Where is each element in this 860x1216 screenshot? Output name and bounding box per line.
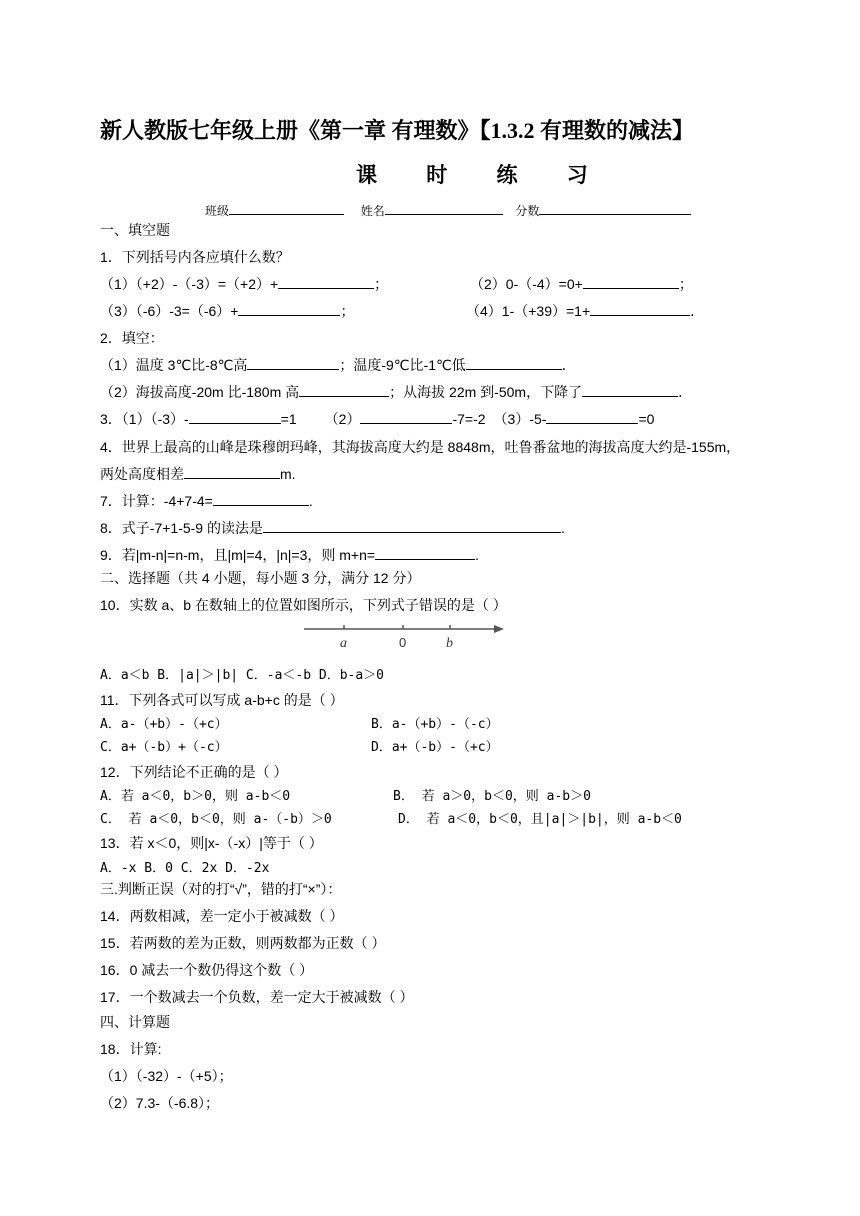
question-13-options: A．-x B．0 C．2x D．-2x <box>100 861 270 876</box>
option-b: B．a-（+b）-（-c） <box>371 717 499 732</box>
option-d: D．a+（-b）-（+c） <box>371 740 499 755</box>
section-heading: 三.判断正误（对的打“√”，错的打“×”）： <box>100 881 342 897</box>
q7-end: . <box>308 493 313 509</box>
answer-blank[interactable] <box>375 546 475 560</box>
q1-p4-text: （4）1-（+39）=1+ <box>466 303 591 319</box>
question-17: 17．一个数减去一个负数，差一定大于被减数（ ） <box>100 989 414 1005</box>
question-4-line-2 <box>100 465 296 483</box>
label-a: a <box>340 636 347 650</box>
answer-blank[interactable] <box>582 383 678 397</box>
q2-l1-text-2: ；温度-9℃比-1℃低 <box>339 357 466 373</box>
question-12-stem: 12．下列结论不正确的是（ ） <box>100 764 288 780</box>
answer-blank[interactable] <box>238 302 340 316</box>
q2-l2-text-2: ；从海拔 22m 到-50m，下降了 <box>389 384 583 400</box>
q1-p1-end: ； <box>374 276 389 292</box>
q2-l1-text: （1）温度 3℃比-8℃高 <box>100 357 248 373</box>
q3-part-2: （2） <box>324 411 361 427</box>
question-16: 16．0 减去一个数仍得这个数（ ） <box>100 962 314 978</box>
q8-text: 8．式子-7+1-5-9 的读法是 <box>100 520 263 536</box>
name-label: 姓名 <box>360 204 385 218</box>
question-8 <box>100 519 565 537</box>
question-11-stem: 11．下列各式可以写成 a-b+c 的是（ ） <box>100 692 344 708</box>
q2-l2-text: （2）海拔高度-20m 比-180m 高 <box>100 384 300 400</box>
question-1-part-4 <box>466 302 704 320</box>
q1-p1-text: （1）（+2）-（-3）=（+2）+ <box>100 276 279 292</box>
answer-blank[interactable] <box>299 383 389 397</box>
q3-part-3: （3）-5- <box>493 411 547 427</box>
q3-part-3-end: =0 <box>638 411 655 427</box>
class-field[interactable] <box>229 201 344 215</box>
option-d: D． 若 a＜0，b＜0，且|a|＞|b|，则 a-b＜0 <box>398 812 682 827</box>
number-line-figure <box>300 620 510 650</box>
q1-p2-end: ； <box>678 276 693 292</box>
section-heading: 一、填空题 <box>100 222 170 238</box>
option-c: C． 若 a＜0，b＜0，则 a-（-b）＞0 <box>100 812 332 827</box>
question-10-options: A．a＜b B．|a|＞|b| C．-a＜-b D．b-a＞0 <box>100 668 385 683</box>
q4-end: m. <box>280 466 296 482</box>
question-2-part-1 <box>100 356 576 374</box>
answer-blank[interactable] <box>189 410 281 424</box>
answer-blank[interactable] <box>583 275 679 289</box>
question-1-part-1 <box>100 275 388 293</box>
question-7 <box>100 492 313 510</box>
page-subtitle: 课 时 练 习 <box>356 163 610 187</box>
question-10-stem: 10．实数 a、b 在数轴上的位置如图所示，下列式子错误的是（ ） <box>100 597 507 613</box>
question-2-stem: 2．填空： <box>100 330 164 346</box>
answer-blank[interactable] <box>184 465 280 479</box>
page-title: 新人教版七年级上册《第一章 有理数》【1.3.2 有理数的减法】 <box>100 118 695 143</box>
score-label: 分数 <box>515 204 540 218</box>
q7-text: 7．计算：-4+7-4= <box>100 493 213 509</box>
answer-blank[interactable] <box>546 410 638 424</box>
question-18-stem: 18．计算: <box>100 1041 162 1057</box>
answer-blank[interactable] <box>360 410 452 424</box>
q1-p3-end: ； <box>340 303 355 319</box>
q3-part-1: 3．（1）（-3）- <box>100 411 189 427</box>
q3-part-2-end: -7=-2 <box>452 411 486 427</box>
q9-end: . <box>475 547 479 563</box>
label-b: b <box>446 636 453 650</box>
question-2-part-2 <box>100 383 692 401</box>
question-18-part-1: （1）（-32）-（+5）； <box>100 1068 233 1084</box>
question-13-stem: 13．若 x＜0，则|x-（-x）|等于（ ） <box>100 835 323 851</box>
answer-blank[interactable] <box>247 356 339 370</box>
option-a: A．若 a＜0，b＞0，则 a-b＜0 <box>100 789 291 804</box>
question-4-line-1: 4．世界上最高的山峰是珠穆朗玛峰，其海拔高度大约是 8848m，吐鲁番盆地的海拔高度大约是-155m， <box>100 439 741 455</box>
q2-l2-end: ． <box>678 384 693 400</box>
q8-end: . <box>560 520 565 536</box>
answer-blank[interactable] <box>213 492 309 506</box>
section-heading: 四、计算题 <box>100 1014 170 1030</box>
question-18-part-2: （2）7.3-（-6.8）； <box>100 1095 220 1111</box>
answer-blank[interactable] <box>466 356 562 370</box>
option-a: A．a-（+b）-（+c） <box>100 717 228 732</box>
label-zero: 0 <box>399 635 407 650</box>
answer-blank[interactable] <box>278 275 374 289</box>
question-3 <box>100 410 654 428</box>
answer-blank[interactable] <box>590 302 690 316</box>
class-label: 班级 <box>205 204 230 218</box>
question-1-part-2 <box>470 275 693 293</box>
name-field[interactable] <box>385 201 503 215</box>
q9-text: 9．若|m-n|=n-m，且|m|=4，|n|=3，则 m+n= <box>100 547 376 563</box>
q1-p4-end: ． <box>690 303 705 319</box>
question-1-part-3 <box>100 302 354 320</box>
question-15: 15．若两数的差为正数，则两数都为正数（ ） <box>100 935 386 951</box>
q1-p3-text: （3）（-6）-3=（-6）+ <box>100 303 239 319</box>
q4-text: 两处高度相差 <box>100 466 184 482</box>
question-9 <box>100 546 479 564</box>
q1-p2-text: （2）0-（-4）=0+ <box>470 276 583 292</box>
q3-part-1-end: =1 <box>280 411 297 427</box>
student-info-row <box>205 201 691 219</box>
question-1-stem: 1．下列括号内各应填什么数？ <box>100 249 290 265</box>
score-field[interactable] <box>539 201 691 215</box>
option-b: B． 若 a＞0，b＜0，则 a-b＞0 <box>393 789 591 804</box>
section-heading: 二、选择题（共 4 小题，每小题 3 分，满分 12 分） <box>100 570 421 586</box>
arrow-head-icon <box>494 625 504 633</box>
q2-l1-end: ． <box>561 357 576 373</box>
answer-blank[interactable] <box>263 519 561 533</box>
question-14: 14．两数相减，差一定小于被减数（ ） <box>100 908 344 924</box>
option-c: C．a+（-b）+（-c） <box>100 740 228 755</box>
